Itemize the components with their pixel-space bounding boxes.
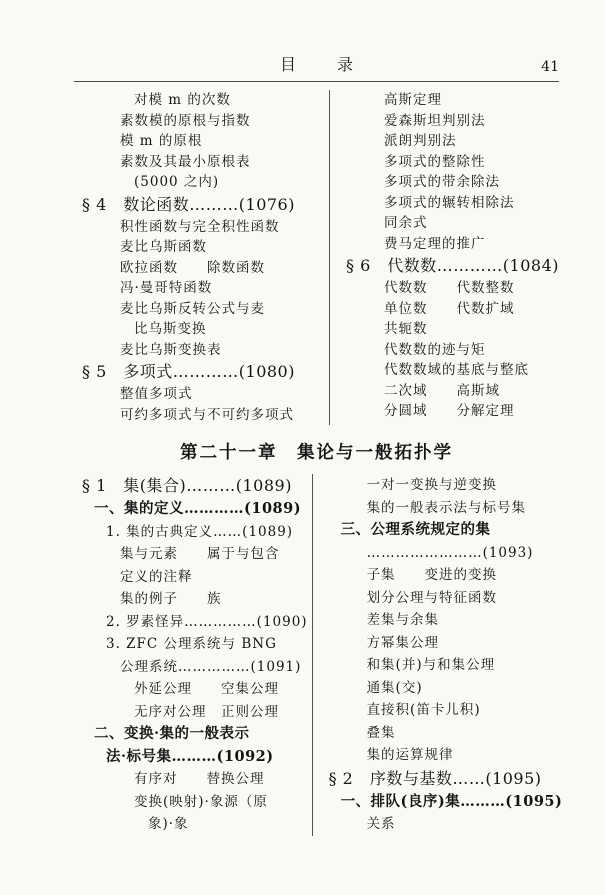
page-number: 41 [541,59,559,75]
toc-line: 和集(并)与和集公理 [366,657,496,673]
toc-line: 同余式 [384,215,428,231]
toc-line: 模 m 的原根 [120,133,203,149]
toc-bottom-section [74,474,563,836]
toc-line: 叠集 [366,724,396,741]
toc-line: 麦比乌斯反转公式与麦 [120,300,265,317]
toc-line: 欧拉函数 除数函数 [120,259,265,276]
toc-line: 一、集的定义…………(1089) [94,500,302,517]
toc-line: 外延公理 空集公理 [134,681,279,697]
toc-bottom-right-column [312,474,563,836]
toc-line: 直接积(笛卡儿积) [366,702,481,718]
toc-line: 集的一般表示法与标号集 [366,499,527,516]
toc-line: 麦比乌斯变换表 [120,341,222,358]
toc-line: § 4 数论函数………(1076) [82,194,295,214]
toc-line: 一、排队(良序)集………(1095) [340,792,563,810]
toc-line: 高斯定理 [384,92,443,108]
toc-line: 子集 变进的变换 [366,567,498,583]
toc-line: § 6 代数数…………(1084) [346,256,559,275]
toc-line: 可约多项式与不可约多项式 [120,406,294,423]
toc-top-section [74,90,559,425]
toc-line: 关系 [366,816,396,832]
toc-line: 派朗判别法 [384,133,457,149]
toc-line: 冯·曼哥特函数 [120,280,213,296]
toc-line: 集与元素 属于与包含 [120,546,280,562]
toc-line: 3. ZFC 公理系统与 BNG [106,636,277,652]
toc-top-right-column [329,90,559,425]
toc-line: 爱森斯坦判别法 [384,112,486,129]
toc-line: 共轭数 [384,321,428,337]
toc-line: 集的例子 族 [120,591,222,607]
toc-line: 二、变换·集的一般表示 [94,725,250,742]
toc-line: (5000 之内) [134,174,220,190]
toc-line: 多项式的辗转相除法 [384,194,515,211]
toc-line: 有序对 替换公理 [134,771,265,787]
toc-line: 划分公理与特征函数 [366,589,498,606]
toc-line: 分圆域 分解定理 [384,403,515,419]
toc-line: 一对一变换与逆变换 [366,477,498,493]
toc-line: 费马定理的推广 [384,235,486,252]
toc-line: 多项式的带余除法 [384,174,501,190]
toc-line: § 1 集(集合)………(1089) [82,476,292,495]
toc-line: § 2 序数与基数……(1095) [328,768,542,788]
toc-top-left-column [74,90,329,425]
toc-line: 2. 罗素怪异……………(1090) [106,613,308,630]
toc-line: 代数数 代数整数 [384,280,515,296]
toc-bottom-left-column [74,474,312,836]
toc-line: 多项式的整除性 [384,153,486,170]
toc-line: 代数数域的基底与整底 [384,362,530,378]
toc-line: 变换(映射)·象源（原 [134,793,268,810]
toc-line: 方幂集公理 [366,634,440,651]
toc-line: 素数模的原根与指数 [120,112,251,129]
toc-line: 单位数 代数扩域 [384,300,515,317]
toc-line: 比乌斯变换 [134,321,207,337]
toc-line: 公理系统……………(1091) [120,658,302,675]
toc-line: § 5 多项式…………(1080) [82,362,295,381]
toc-line: ……………………(1093) [366,544,534,561]
page-header [74,52,559,82]
toc-line: 通集(交) [366,679,423,696]
page-title: 目 录 [279,55,372,74]
toc-line: 差集与余集 [366,612,440,628]
toc-line: 积性函数与完全积性函数 [120,218,280,235]
toc-line: 法·标号集………(1092) [106,747,274,765]
toc-line: 三、公理系统规定的集 [340,521,491,538]
toc-line: 无序对公理 正则公理 [134,703,279,720]
toc-line: 麦比乌斯函数 [120,239,207,255]
toc-line: 象)·象 [148,816,189,832]
toc-line: 代数数的迹与矩 [384,341,486,358]
toc-line: 二次域 高斯域 [384,382,501,399]
toc-line: 1. 集的古典定义……(1089) [106,523,294,540]
toc-line: 集的运算规律 [366,747,454,763]
toc-line: 对模 m 的次数 [134,92,231,108]
chapter-heading: 第二十一章 集论与一般拓扑学 [180,443,453,463]
toc-line: 素数及其最小原根表 [120,153,251,170]
toc-line: 整值多项式 [120,386,193,402]
toc-line: 定义的注释 [120,568,193,585]
